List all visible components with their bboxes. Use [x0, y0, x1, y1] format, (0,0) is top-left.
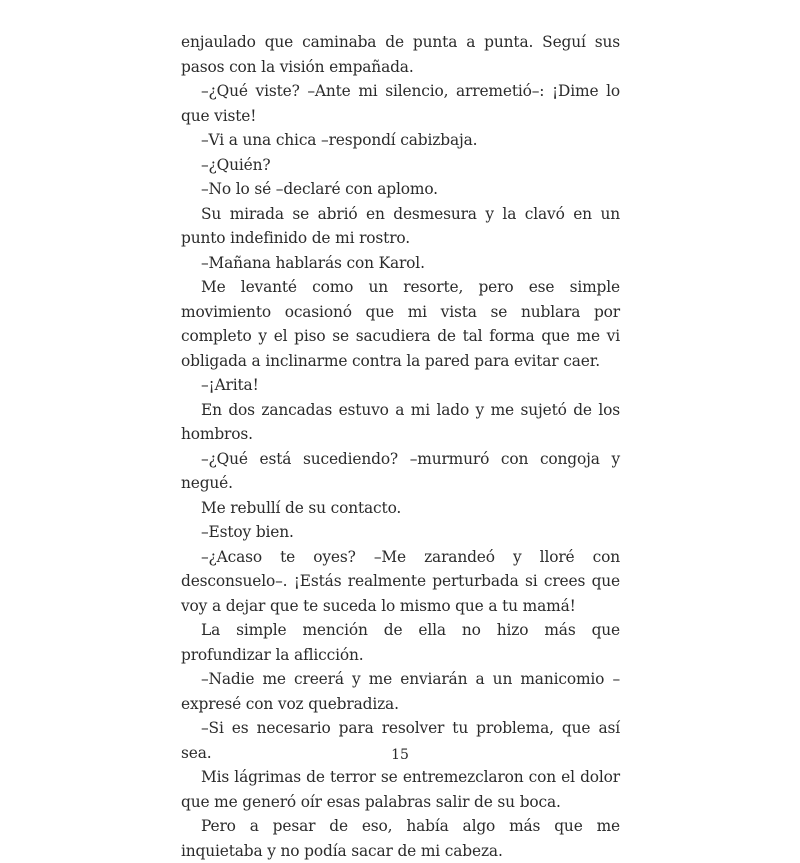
paragraph: Pero a pesar de eso, había algo más que me inquietaba y no podía sacar de mi cabeza. [181, 817, 620, 860]
paragraph: –¿Acaso te oyes? –Me zarandeó y lloré con desconsuelo–. ¡Estás realmente perturbada si crees que voy a dejar que te suceda lo mismo que a tu mamá! [181, 547, 620, 615]
paragraph: –¿Quién? [201, 155, 271, 174]
paragraph: enjaulado que caminaba de punta a punta. Seguí sus pasos con la visión empañada. [181, 33, 620, 76]
paragraph: La simple mención de ella no hizo más que profundizar la aflicción. [181, 621, 620, 664]
paragraph: –Nadie me creerá y me enviarán a un manicomio –expresé con voz quebradiza. [181, 670, 620, 713]
paragraph: –Mañana hablarás con Karol. [201, 253, 425, 272]
page-number: 15 [391, 747, 409, 763]
paragraph: –¿Qué viste? –Ante mi silencio, arremetió–: ¡Dime lo que viste! [181, 82, 620, 125]
paragraph: En dos zancadas estuvo a mi lado y me sujetó de los hombros. [181, 400, 620, 443]
paragraph: Su mirada se abrió en desmesura y la clavó en un punto indefinido de mi rostro. [181, 204, 620, 247]
paragraph: –No lo sé –declaré con aplomo. [201, 180, 438, 198]
paragraph: –¡Arita! [201, 376, 259, 394]
paragraph: –Estoy bien. [201, 523, 294, 541]
paragraph: Me rebullí de su contacto. [201, 498, 402, 517]
paragraph: Mis lágrimas de terror se entremezclaron con el dolor que me generó oír esas palabras salir de su boca. [181, 768, 620, 811]
paragraph: –Vi a una chica –respondí cabizbaja. [201, 131, 478, 149]
paragraph: –¿Qué está sucediendo? –murmuró con congoja y negué. [181, 449, 620, 492]
paragraph: –Si es necesario para resolver tu problema, que así sea. [181, 719, 620, 762]
body-text [181, 30, 620, 863]
paragraph: Me levanté como un resorte, pero ese simple movimiento ocasionó que mi vista se nublara por completo y el piso se sacudiera de tal forma que me vi obligada a inclinarme contra la pared para evitar caer. [181, 278, 620, 370]
